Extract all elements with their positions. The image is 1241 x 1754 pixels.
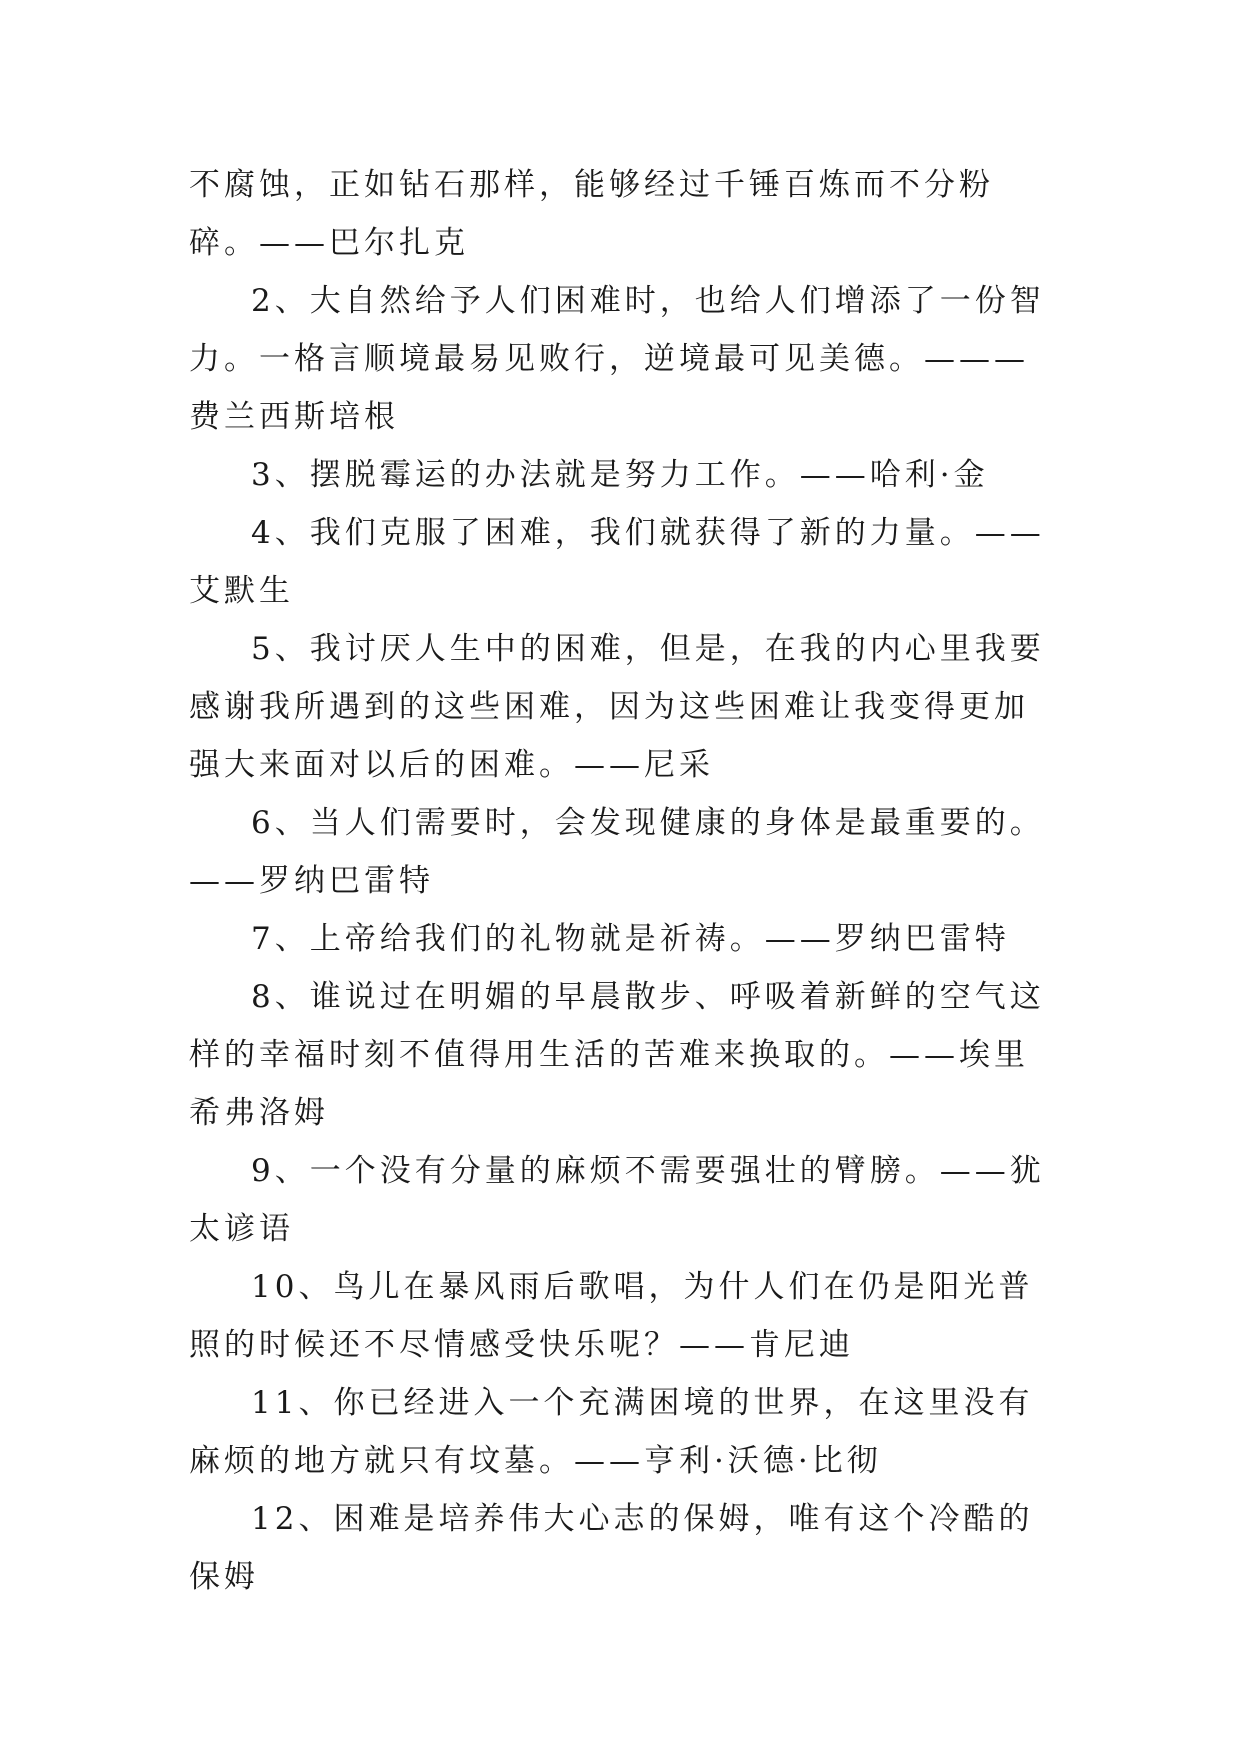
paragraph-quote-6: 6、当人们需要时，会发现健康的身体是最重要的。——罗纳巴雷特 bbox=[189, 805, 1045, 899]
paragraph-quote-2: 2、大自然给予人们困难时，也给人们增添了一份智力。一格言顺境最易见败行，逆境最可见美德。———费兰西斯培根 bbox=[189, 283, 1045, 435]
paragraph-quote-8: 8、谁说过在明媚的早晨散步、呼吸着新鲜的空气这样的幸福时刻不值得用生活的苦难来换取的。——埃里希弗洛姆 bbox=[189, 979, 1045, 1131]
document-body bbox=[189, 156, 1059, 1606]
paragraph-quote-10: 10、鸟儿在暴风雨后歌唱，为什人们在仍是阳光普照的时候还不尽情感受快乐呢？——肯尼迪 bbox=[189, 1269, 1034, 1363]
paragraph-quote-5: 5、我讨厌人生中的困难，但是，在我的内心里我要感谢我所遇到的这些困难，因为这些困难让我变得更加强大来面对以后的困难。——尼采 bbox=[189, 631, 1045, 783]
paragraph-quote-4: 4、我们克服了困难，我们就获得了新的力量。——艾默生 bbox=[189, 515, 1045, 609]
paragraph-quote-12: 12、困难是培养伟大心志的保姆，唯有这个冷酷的保姆 bbox=[189, 1501, 1034, 1595]
paragraph-quote-7: 7、上帝给我们的礼物就是祈祷。——罗纳巴雷特 bbox=[251, 921, 1010, 957]
paragraph-quote-3: 3、摆脱霉运的办法就是努力工作。——哈利·金 bbox=[251, 457, 989, 493]
paragraph-quote-9: 9、一个没有分量的麻烦不需要强壮的臂膀。——犹太谚语 bbox=[189, 1153, 1045, 1247]
paragraph-quote-11: 11、你已经进入一个充满困境的世界，在这里没有麻烦的地方就只有坟墓。——亨利·沃德·比彻 bbox=[189, 1385, 1034, 1479]
paragraph-quote-1-continued: 不腐蚀，正如钻石那样，能够经过千锤百炼而不分粉碎。——巴尔扎克 bbox=[189, 167, 994, 261]
